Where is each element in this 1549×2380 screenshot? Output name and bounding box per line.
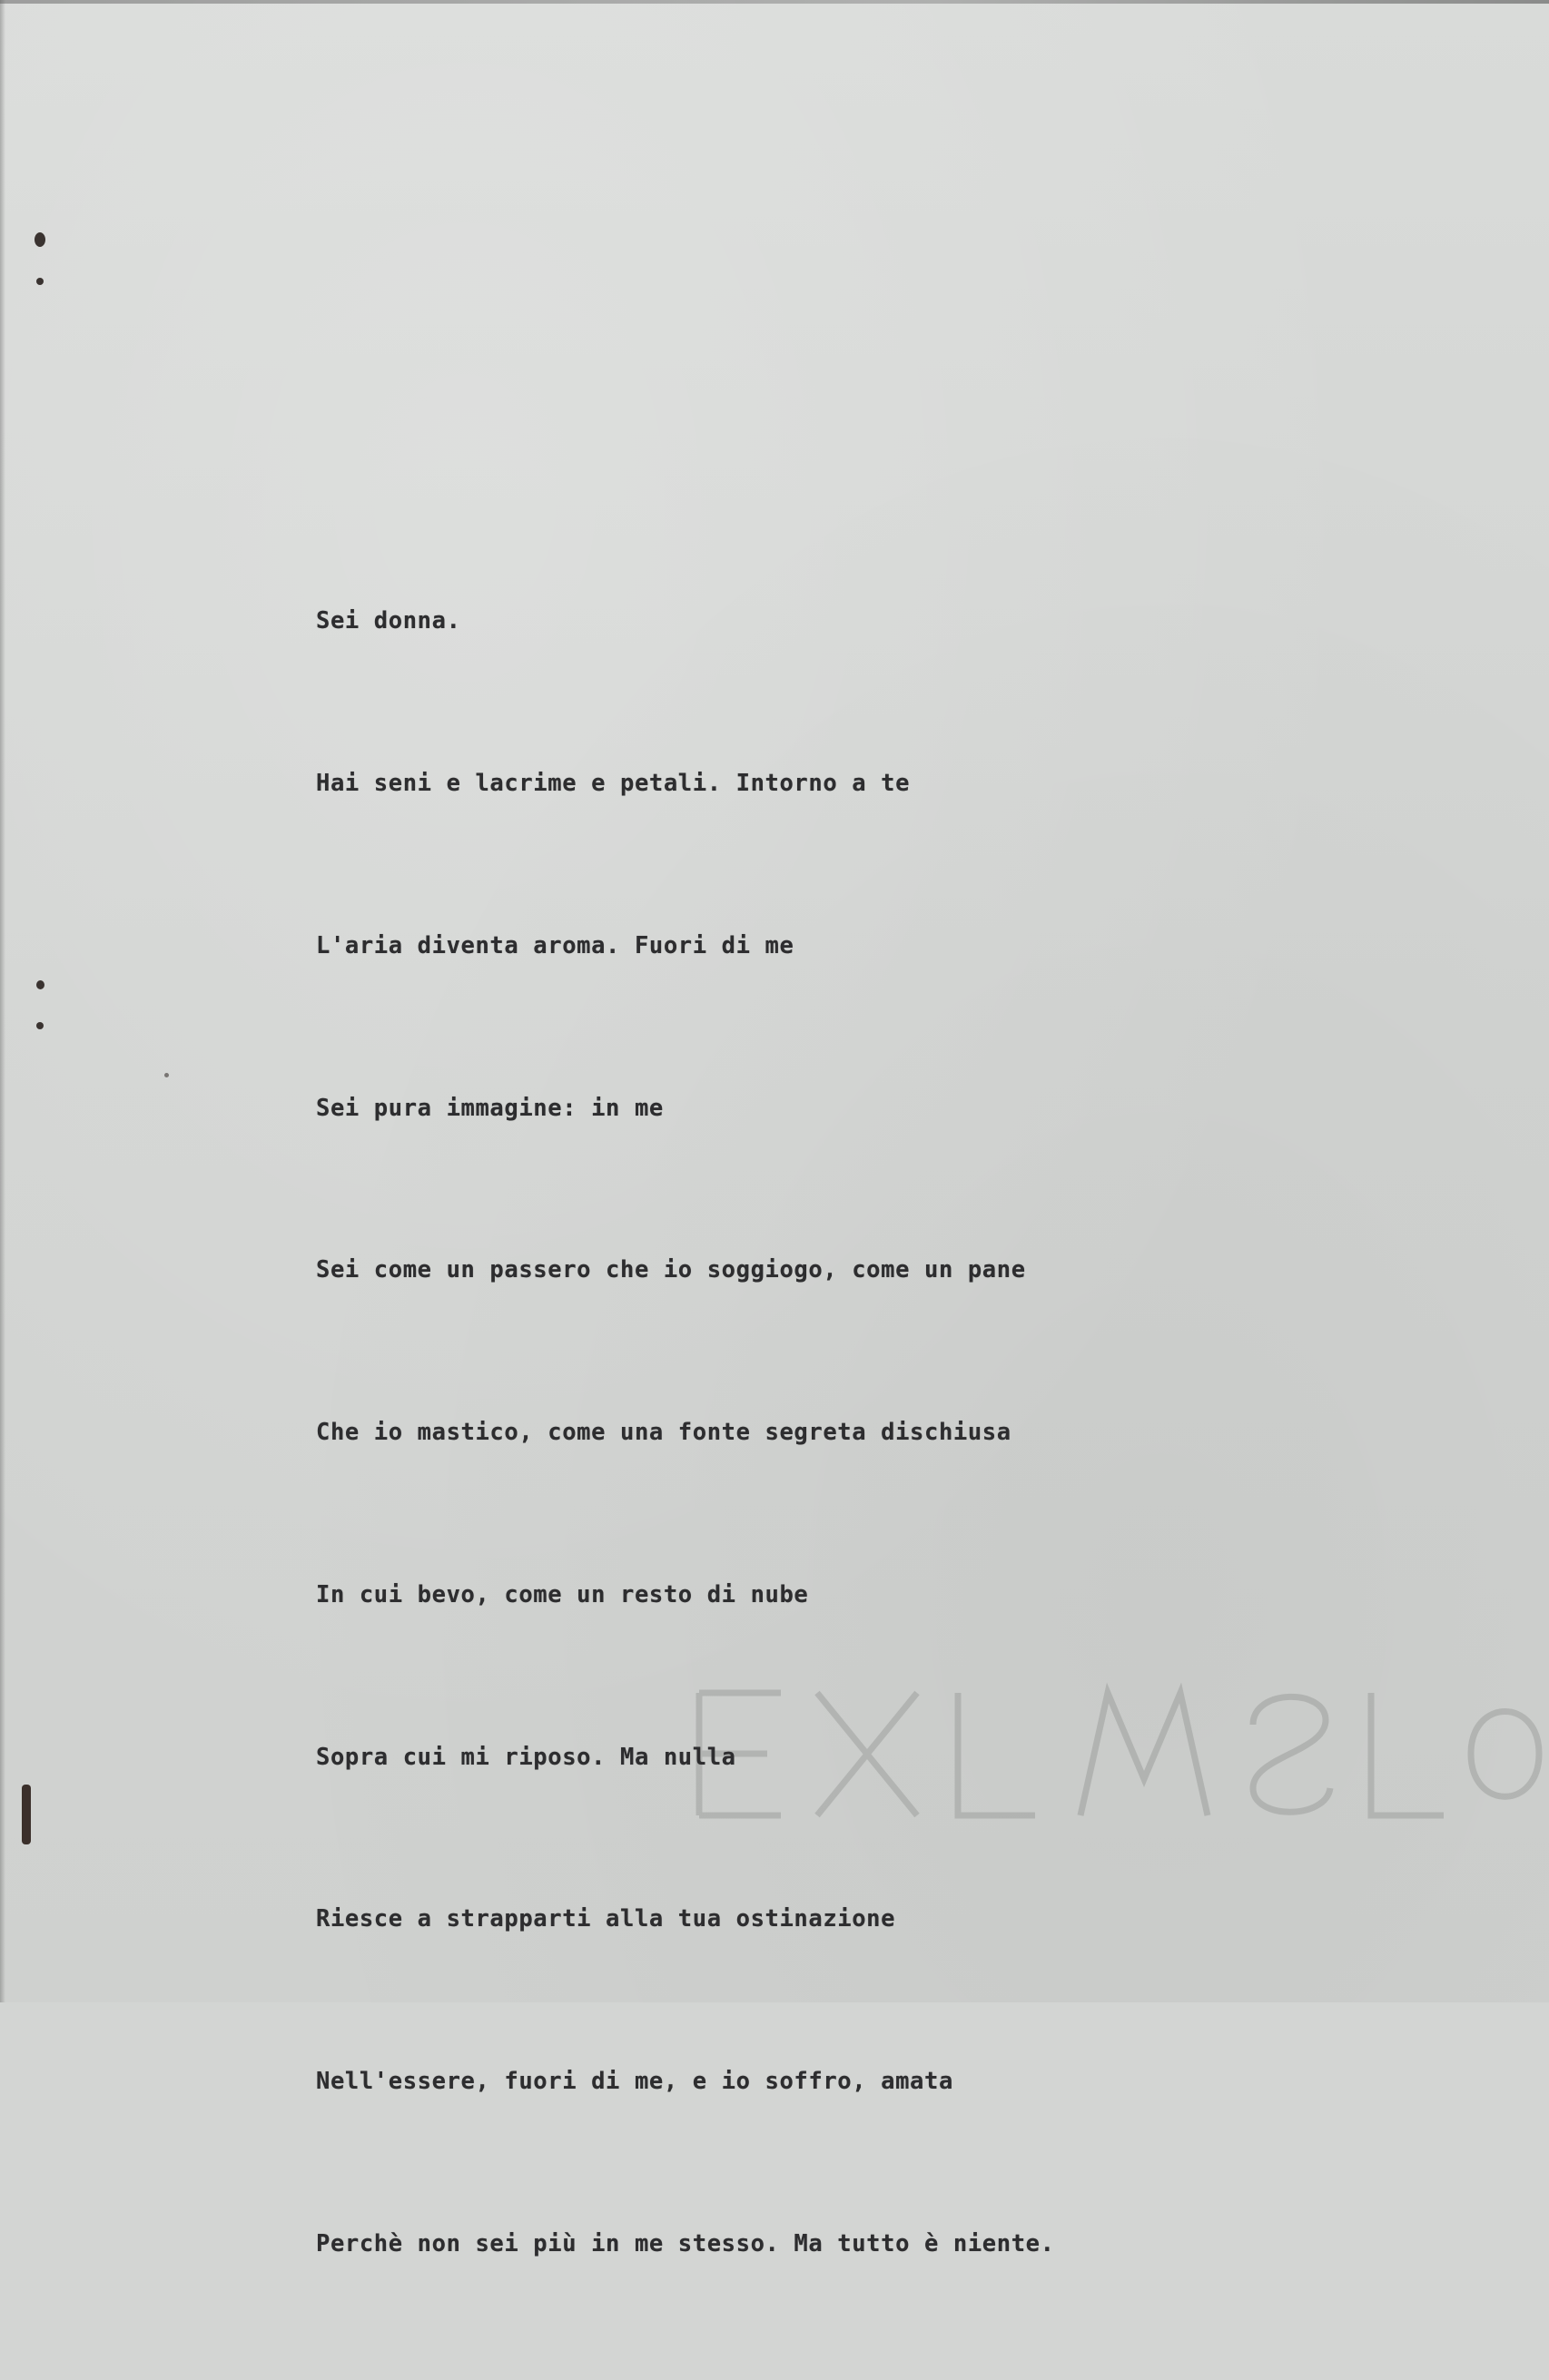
punch-mark [35, 232, 45, 247]
poem [316, 487, 1055, 2380]
poem-line: Hai seni e lacrime e petali. Intorno a te [316, 769, 911, 797]
punch-mark [36, 1022, 44, 1029]
poem-line: In cui bevo, come un resto di nube [316, 1580, 809, 1608]
poem-line: Che io mastico, come una fonte segreta dischiusa [316, 1419, 1011, 1447]
staple-mark [22, 1785, 31, 1844]
poem-line: Sei pura immagine: in me [316, 1094, 664, 1122]
poem-line: Perchè non sei più in me stesso. Ma tutto è niente. [316, 2230, 1055, 2257]
punch-mark [164, 1073, 169, 1077]
poem-line: Sei donna. [316, 607, 461, 635]
poem-line: Sei come un passero che io soggiogo, come un pane [316, 1256, 1026, 1284]
page-left-edge [0, 0, 5, 2002]
punch-mark [36, 980, 44, 989]
punch-mark [36, 278, 44, 285]
poem-line: Riesce a strapparti alla tua ostinazione [316, 1905, 896, 1933]
page-top-edge [0, 0, 1549, 4]
poem-line: Nell'essere, fuori di me, e io soffro, amata [316, 2068, 953, 2096]
poem-line: Sopra cui mi riposo. Ma nulla [316, 1743, 736, 1771]
poem-line: L'aria diventa aroma. Fuori di me [316, 931, 794, 959]
